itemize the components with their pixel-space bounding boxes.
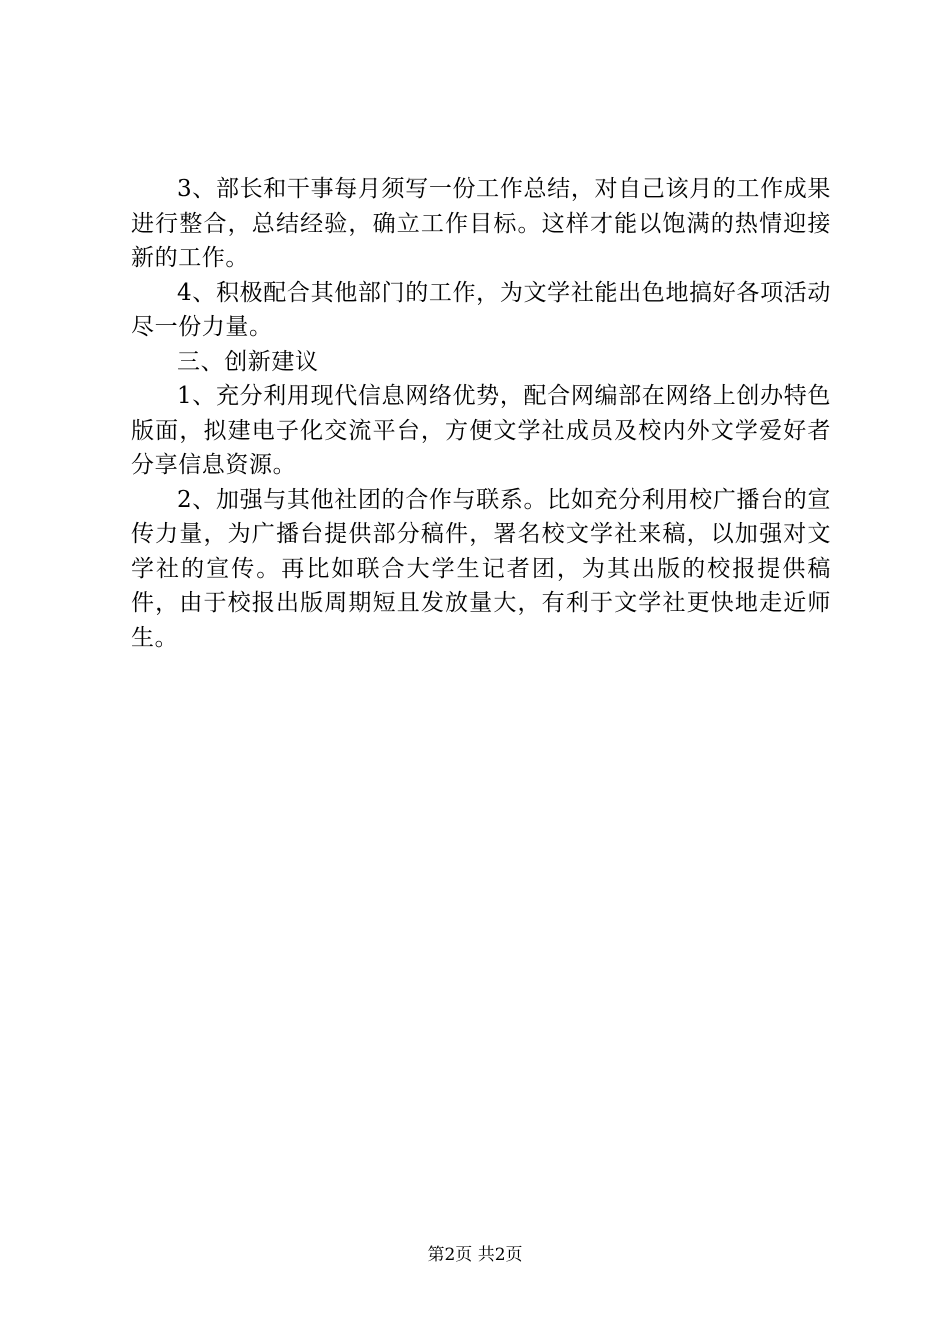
document-body: [131, 172, 831, 655]
paragraph-item-4: 4、积极配合其他部门的工作，为文学社能出色地搞好各项活动尽一份力量。: [131, 279, 831, 340]
section-heading-innovation: 三、创新建议: [177, 348, 319, 375]
page-number-footer: 第2页 共2页: [427, 1245, 523, 1265]
paragraph-item-3: 3、部长和干事每月须写一份工作总结，对自己该月的工作成果进行整合，总结经验，确立工作目标。这样才能以饱满的热情迎接新的工作。: [131, 176, 831, 271]
paragraph-suggestion-1: 1、充分利用现代信息网络优势，配合网编部在网络上创办特色版面，拟建电子化交流平台，方便文学社成员及校内外文学爱好者分享信息资源。: [131, 383, 831, 478]
paragraph-suggestion-2: 2、加强与其他社团的合作与联系。比如充分利用校广播台的宣传力量，为广播台提供部分稿件，署名校文学社来稿，以加强对文学社的宣传。再比如联合大学生记者团，为其出版的校报提供稿件，由于校报出版周期短且发放量大，有利于文学社更快地走近师生。: [131, 486, 831, 651]
